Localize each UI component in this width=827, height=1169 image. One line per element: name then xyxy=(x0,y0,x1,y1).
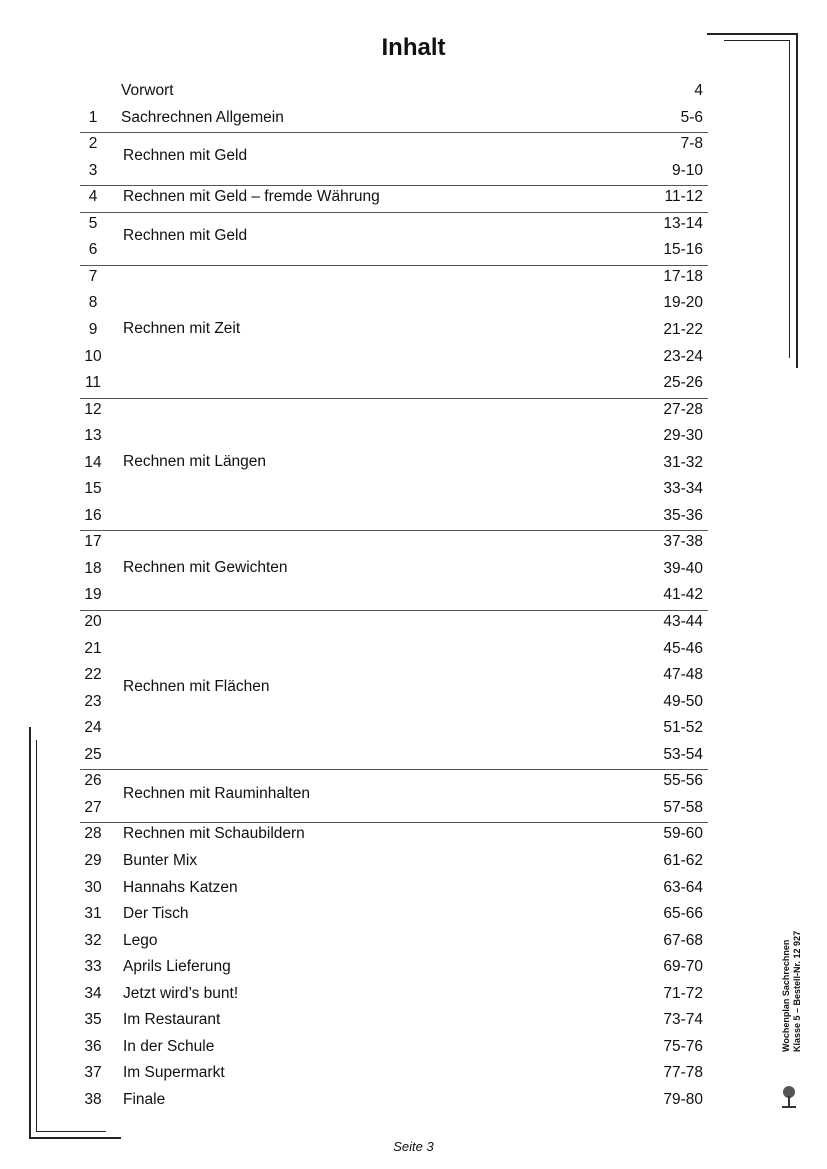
toc-row-title: In der Schule xyxy=(123,1037,215,1055)
toc-row-pages: 59-60 xyxy=(663,825,703,843)
toc-row-pages: 49-50 xyxy=(663,692,703,710)
toc-row-pages: 63-64 xyxy=(663,878,703,896)
toc-row-number: 15 xyxy=(84,480,102,498)
toc-row-title: Im Supermarkt xyxy=(123,1064,225,1082)
toc-row-number: 19 xyxy=(84,586,102,604)
toc-row-pages: 57-58 xyxy=(663,798,703,816)
toc-row-pages: 5-6 xyxy=(680,108,703,126)
toc-row-number: 37 xyxy=(84,1064,102,1082)
toc-row-title: Rechnen mit Geld – fremde Währung xyxy=(123,188,380,206)
toc-row-pages: 77-78 xyxy=(663,1064,703,1082)
toc-row-number: 33 xyxy=(84,958,102,976)
toc-row-number: 38 xyxy=(84,1090,102,1108)
toc-row-pages: 53-54 xyxy=(663,745,703,763)
toc-row-number: 25 xyxy=(84,745,102,763)
sidebar-imprint xyxy=(781,930,827,1052)
toc-row-pages: 29-30 xyxy=(663,427,703,445)
toc-row-pages: 51-52 xyxy=(663,719,703,737)
toc-row-pages: 39-40 xyxy=(663,559,703,577)
toc-row-number: 21 xyxy=(84,639,102,657)
toc-separator xyxy=(80,822,708,823)
toc-row-number: 30 xyxy=(84,878,102,896)
toc-separator xyxy=(80,398,708,399)
publisher-logo-icon xyxy=(780,1084,798,1110)
toc-row-pages: 41-42 xyxy=(663,586,703,604)
toc-row-number: 4 xyxy=(88,188,98,206)
toc-separator xyxy=(80,769,708,770)
toc-row-title: Lego xyxy=(123,931,158,949)
toc-row-number: 20 xyxy=(84,613,102,630)
toc-group-title: Rechnen mit Rauminhalten xyxy=(123,784,310,802)
toc-separator xyxy=(80,212,708,213)
toc-row-pages: 37-38 xyxy=(663,533,703,551)
toc-row-title: Vorwort xyxy=(121,82,174,99)
toc-row-pages: 9-10 xyxy=(671,161,703,179)
toc-group-title: Rechnen mit Flächen xyxy=(123,678,270,696)
toc-row-number: 29 xyxy=(84,851,102,869)
toc-row-number: 2 xyxy=(88,135,98,153)
toc-group-title: Rechnen mit Längen xyxy=(123,452,267,470)
toc-row-number: 5 xyxy=(88,214,98,232)
toc-row-number: 7 xyxy=(88,267,98,285)
toc-row-pages: 15-16 xyxy=(663,241,703,259)
toc-row-number: 36 xyxy=(84,1037,102,1055)
toc-row-pages: 43-44 xyxy=(663,613,703,630)
toc-row-pages: 67-68 xyxy=(663,931,703,949)
toc-row-pages: 47-48 xyxy=(663,666,703,684)
toc-group-title: Rechnen mit Geld xyxy=(123,147,248,165)
toc-row-number: 31 xyxy=(84,905,102,923)
toc-row-number: 3 xyxy=(88,161,98,179)
toc-row-pages: 35-36 xyxy=(663,506,703,524)
toc-separator xyxy=(80,132,708,133)
toc-row-title: Jetzt wird’s bunt! xyxy=(123,984,239,1002)
toc-row-number: 11 xyxy=(84,374,102,392)
toc-row-pages: 55-56 xyxy=(663,772,703,790)
toc-row-title: Sachrechnen Allgemein xyxy=(121,108,284,126)
toc-row-title: Hannahs Katzen xyxy=(123,878,238,896)
toc-row-number: 8 xyxy=(88,294,98,312)
toc-row-number: 12 xyxy=(84,400,102,418)
toc-row-pages: 17-18 xyxy=(663,267,703,285)
toc-row-number: 23 xyxy=(84,692,102,710)
toc-row-number: 17 xyxy=(84,533,102,551)
toc-row-pages: 19-20 xyxy=(663,294,703,312)
toc-row-number: 32 xyxy=(84,931,102,949)
toc-row-title: Bunter Mix xyxy=(123,851,198,869)
toc-row-pages: 73-74 xyxy=(663,1011,703,1029)
toc-separator xyxy=(80,185,708,186)
toc-row-number: 27 xyxy=(84,798,102,816)
toc-row-pages: 61-62 xyxy=(663,851,703,869)
toc-row-title: Rechnen mit Schaubildern xyxy=(123,825,305,843)
toc-row-number: 34 xyxy=(84,984,102,1002)
toc-row-number: 18 xyxy=(84,559,102,577)
toc-separator xyxy=(80,265,708,266)
toc-row-number: 10 xyxy=(84,347,102,365)
toc-row-number: 26 xyxy=(84,772,102,790)
toc-row-pages: 27-28 xyxy=(663,400,703,418)
toc-row-pages: 4 xyxy=(694,82,703,99)
toc-row-pages: 71-72 xyxy=(663,984,703,1002)
toc-row-pages: 23-24 xyxy=(663,347,703,365)
toc-row-number: 35 xyxy=(84,1011,102,1029)
toc-row-title: Der Tisch xyxy=(123,905,189,923)
toc-row-pages: 69-70 xyxy=(663,958,703,976)
toc-row-number: 16 xyxy=(84,506,102,524)
toc-row-title: Aprils Lieferung xyxy=(123,958,231,976)
sidebar-line-1: Wochenplan Sachrechnen xyxy=(781,939,791,1052)
toc-row-pages: 31-32 xyxy=(663,453,703,471)
toc-row-pages: 25-26 xyxy=(663,374,703,392)
toc-row-pages: 7-8 xyxy=(680,135,703,153)
toc-separator xyxy=(80,610,708,611)
toc-row-pages: 13-14 xyxy=(663,214,703,232)
toc-row-number: 24 xyxy=(84,719,102,737)
toc-group-title: Rechnen mit Zeit xyxy=(123,319,241,337)
toc-separator xyxy=(80,530,708,531)
sidebar-line-2: Klasse 5 – Bestell-Nr. 12 927 xyxy=(792,930,802,1052)
toc-row-pages: 79-80 xyxy=(663,1090,703,1108)
toc-row-pages: 21-22 xyxy=(663,320,703,338)
toc-row-number: 14 xyxy=(84,453,102,471)
page-title: Inhalt xyxy=(381,34,446,61)
toc-row-title: Finale xyxy=(123,1090,166,1108)
page-footer: Seite 3 xyxy=(393,1139,434,1154)
toc-row-pages: 45-46 xyxy=(663,639,703,657)
toc-row-number: 1 xyxy=(88,108,98,126)
toc-row-number: 28 xyxy=(84,825,102,843)
toc-group-title: Rechnen mit Geld xyxy=(123,227,248,245)
toc-row-pages: 33-34 xyxy=(663,480,703,498)
toc-row-pages: 11-12 xyxy=(664,188,703,206)
toc-row-number: 9 xyxy=(88,320,98,338)
toc-row-number: 13 xyxy=(84,427,102,445)
toc-row-number: 6 xyxy=(88,241,98,259)
toc-group-title: Rechnen mit Gewichten xyxy=(123,558,288,576)
toc-row-pages: 75-76 xyxy=(663,1037,703,1055)
toc-row-pages: 65-66 xyxy=(663,905,703,923)
toc-row-title: Im Restaurant xyxy=(123,1011,221,1029)
toc-row-number: 22 xyxy=(84,666,102,684)
